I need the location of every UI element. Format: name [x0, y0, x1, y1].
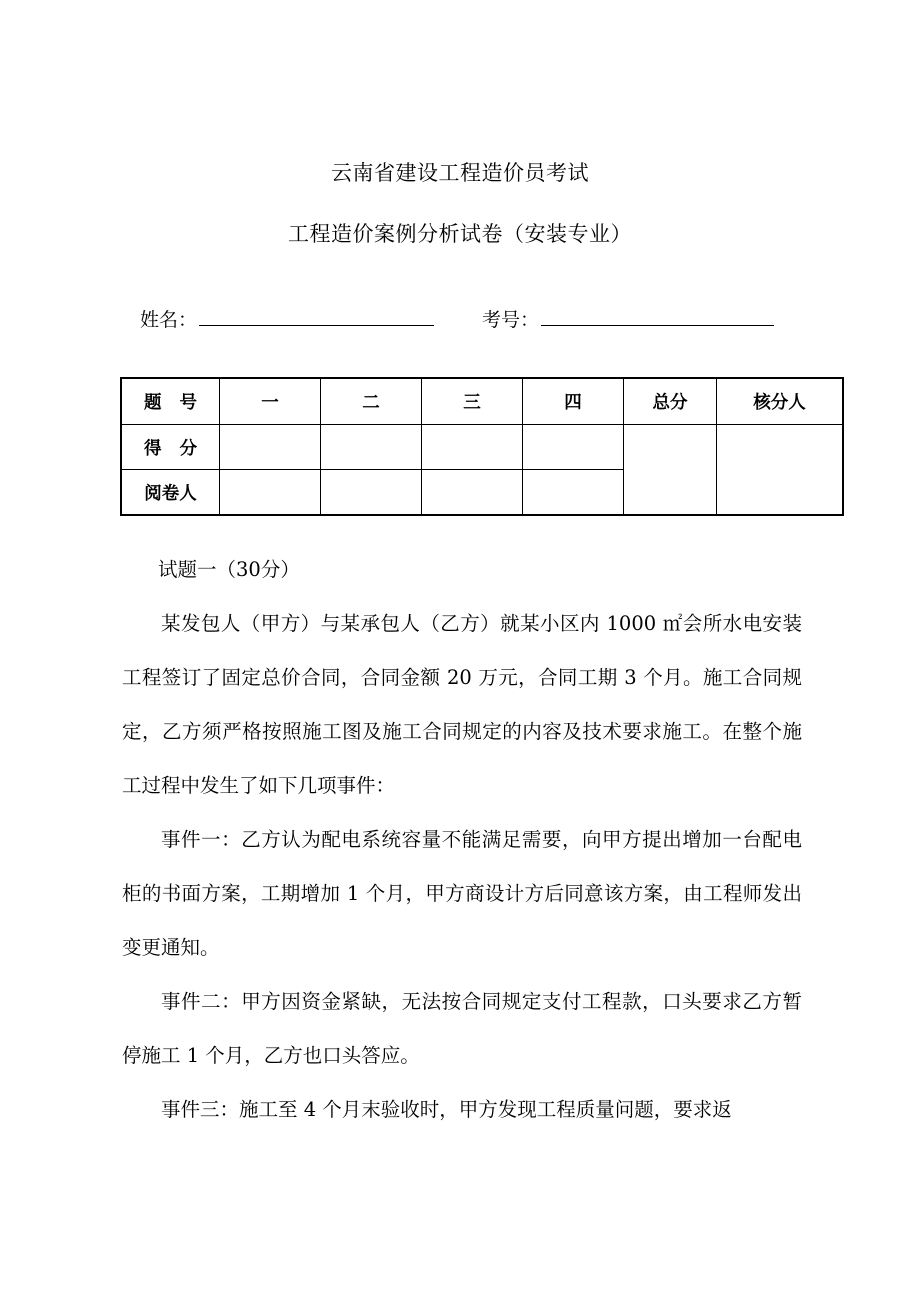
- header-cell-q3: 三: [422, 378, 523, 425]
- header-cell-question-number: 题 号: [121, 378, 220, 425]
- table-row-score: [121, 425, 843, 470]
- score-cell-q1[interactable]: [220, 425, 321, 470]
- score-cell-total[interactable]: [624, 425, 717, 516]
- score-cell-q3[interactable]: [422, 425, 523, 470]
- name-field-label: 姓名：: [140, 309, 198, 331]
- score-cell-checker[interactable]: [717, 425, 844, 516]
- document-title-secondary: 工程造价案例分析试卷（安装专业）: [288, 222, 632, 246]
- paragraph-event-three: 事件三：施工至 4 个月末验收时，甲方发现工程质量问题，要求返: [161, 1098, 732, 1121]
- header-cell-checker: 核分人: [717, 378, 844, 425]
- question-heading: 试题一（30分）: [158, 558, 300, 581]
- paragraph-event-two: 事件二：甲方因资金紧缺，无法按合同规定支付工程款，口头要求乙方暂停施工 1 个月，乙方也口头答应。: [122, 990, 802, 1067]
- score-table: [120, 377, 844, 516]
- row-label-score: 得 分: [121, 425, 220, 470]
- marker-cell-q1[interactable]: [220, 470, 321, 516]
- paragraph-event-one: 事件一：乙方认为配电系统容量不能满足需要，向甲方提出增加一台配电柜的书面方案，工期增加 1 个月，甲方商设计方后同意该方案，由工程师发出变更通知。: [122, 828, 802, 959]
- score-cell-q4[interactable]: [523, 425, 624, 470]
- row-label-marker: 阅卷人: [121, 470, 220, 516]
- exam-number-field[interactable]: [482, 306, 774, 334]
- identity-fields-row: [140, 306, 800, 340]
- document-title-primary: 云南省建设工程造价员考试: [331, 161, 589, 185]
- score-table-container: [120, 377, 806, 516]
- name-field[interactable]: [140, 306, 434, 334]
- table-row-header: [121, 378, 843, 425]
- header-cell-q2: 二: [321, 378, 422, 425]
- marker-cell-q4[interactable]: [523, 470, 624, 516]
- exam-number-field-label: 考号：: [482, 309, 540, 331]
- name-field-rule[interactable]: [199, 308, 434, 326]
- header-cell-total: 总分: [624, 378, 717, 425]
- header-cell-q4: 四: [523, 378, 624, 425]
- score-cell-q2[interactable]: [321, 425, 422, 470]
- paragraph-background: 某发包人（甲方）与某承包人（乙方）就某小区内 1000 ㎡会所水电安装工程签订了固定总价合同，合同金额 20 万元，合同工期 3 个月。施工合同规定，乙方须严格按照施工图及施工合同规定的内容及技术要求施工。在整个施工过程中发生了如下几项事件：: [122, 612, 802, 797]
- exam-body-content: [122, 543, 802, 1137]
- header-cell-q1: 一: [220, 378, 321, 425]
- exam-number-field-rule[interactable]: [541, 308, 774, 326]
- marker-cell-q2[interactable]: [321, 470, 422, 516]
- marker-cell-q3[interactable]: [422, 470, 523, 516]
